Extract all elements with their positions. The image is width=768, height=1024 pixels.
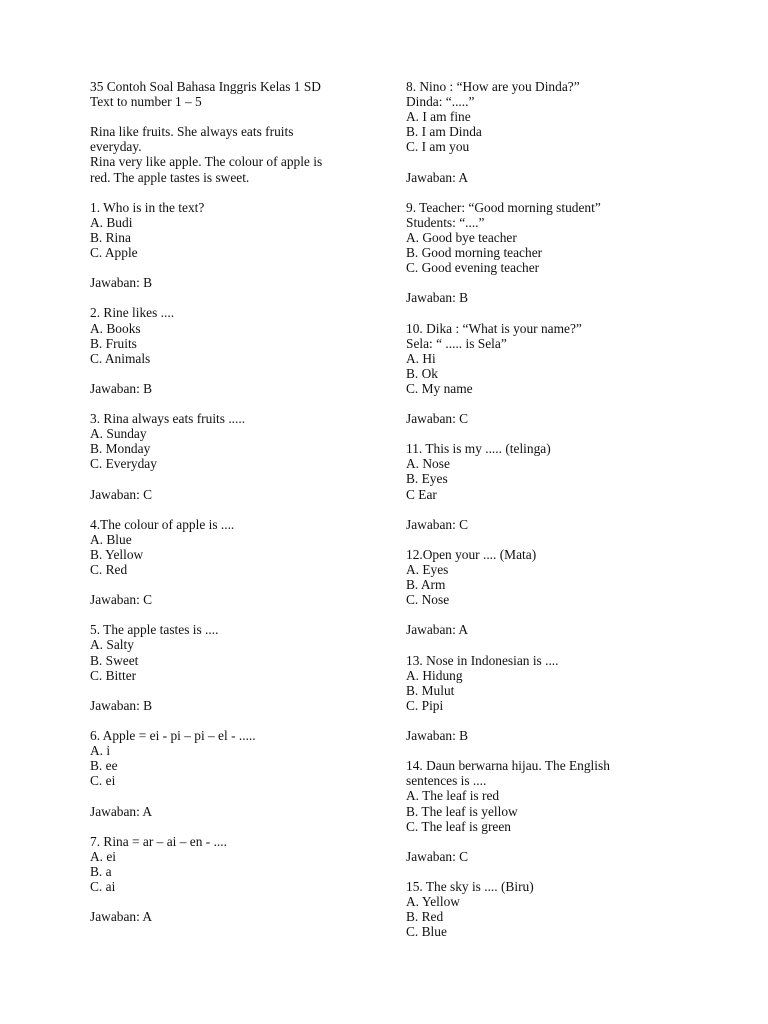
answer-option: C. Animals: [90, 350, 151, 366]
question-stem: 8. Nino : “How are you Dinda?”: [406, 79, 580, 94]
answer-option: C. Pipi: [406, 697, 444, 713]
answer-key: Jawaban: B: [406, 290, 469, 306]
question-stem: 12.Open your .... (Mata): [406, 546, 537, 562]
left-column: [90, 79, 372, 924]
answer-option: A. Hidung: [406, 667, 463, 683]
answer-key: Jawaban: C: [90, 592, 153, 608]
answer-option: B. Sweet: [90, 652, 139, 668]
answer-option: A. Budi: [90, 214, 133, 230]
answer-option: A. Salty: [90, 637, 134, 653]
question-list-left: [90, 200, 372, 925]
question-block: [90, 517, 372, 623]
answer-option: A. Yellow: [406, 894, 460, 910]
answer-key: Jawaban: B: [90, 697, 153, 713]
question-block: [90, 834, 372, 925]
question-stem: 13. Nose in Indonesian is ....: [406, 652, 559, 668]
answer-key: Jawaban: C: [406, 848, 469, 864]
answer-option: C. ai: [90, 878, 116, 894]
answer-option: A. Nose: [406, 456, 450, 472]
answer-option: C. Nose: [406, 592, 450, 608]
question-stem: sentences is ....: [406, 773, 487, 789]
question-block: [90, 305, 372, 411]
answer-option: B. Yellow: [90, 546, 144, 562]
answer-option: C. Blue: [406, 924, 447, 940]
answer-option: A. The leaf is red: [406, 788, 500, 804]
question-block: [406, 758, 654, 879]
question-stem: 15. The sky is .... (Biru): [406, 878, 534, 894]
answer-option: B. Mulut: [406, 682, 455, 698]
answer-key: Jawaban: A: [406, 622, 469, 638]
answer-option: B. Good morning teacher: [406, 245, 543, 261]
question-block: [406, 879, 654, 939]
question-block: [406, 653, 654, 759]
answer-option: B. ee: [90, 758, 118, 774]
answer-option: B. I am Dinda: [406, 124, 482, 140]
answer-option: C. The leaf is green: [406, 818, 511, 834]
question-stem: 4.The colour of apple is ....: [90, 516, 235, 532]
answer-option: C. Red: [90, 562, 128, 577]
question-stem: 14. Daun berwarna hijau. The English: [406, 758, 610, 774]
question-stem: 7. Rina = ar – ai – en - ....: [90, 833, 227, 849]
question-stem: 10. Dika : “What is your name?”: [406, 320, 582, 336]
answer-option: A. i: [90, 743, 111, 759]
reading-text-line: Rina like fruits. She always eats fruits: [90, 124, 294, 140]
question-block: [406, 547, 654, 653]
answer-option: C. Everyday: [90, 456, 157, 472]
answer-option: B. Arm: [406, 577, 446, 593]
answer-option: A. Blue: [90, 531, 132, 547]
answer-key: Jawaban: B: [90, 380, 153, 396]
answer-option: B. Monday: [90, 441, 151, 457]
question-stem: Students: “....”: [406, 214, 485, 230]
question-stem: 1. Who is in the text?: [90, 199, 205, 215]
right-column: [406, 79, 654, 939]
question-block: [90, 200, 372, 306]
answer-key: Jawaban: A: [90, 909, 153, 925]
answer-key: Jawaban: A: [406, 169, 469, 185]
answer-key: Jawaban: A: [90, 803, 153, 819]
answer-option: C Ear: [406, 486, 437, 502]
answer-option: C. Bitter: [90, 667, 137, 683]
question-block: [406, 441, 654, 547]
answer-option: A. Good bye teacher: [406, 229, 517, 245]
document-title: 35 Contoh Soal Bahasa Inggris Kelas 1 SD: [90, 79, 321, 94]
question-stem: Dinda: “.....”: [406, 94, 475, 110]
answer-option: B. The leaf is yellow: [406, 803, 518, 819]
question-stem: 3. Rina always eats fruits .....: [90, 411, 246, 427]
question-block: [90, 411, 372, 517]
answer-option: C. I am you: [406, 139, 470, 155]
answer-option: B. Rina: [90, 229, 131, 245]
question-stem: 5. The apple tastes is ....: [90, 622, 219, 638]
question-list-right: [406, 79, 654, 939]
answer-option: B. Eyes: [406, 471, 448, 487]
answer-option: B. a: [90, 863, 112, 879]
question-stem: 2. Rine likes ....: [90, 305, 175, 321]
reading-text-line: red. The apple tastes is sweet.: [90, 169, 250, 185]
question-stem: 6. Apple = ei - pi – pi – el - .....: [90, 728, 256, 744]
question-block: [406, 79, 654, 200]
answer-option: A. Books: [90, 320, 141, 336]
answer-key: Jawaban: B: [90, 275, 153, 291]
document-subtitle: Text to number 1 – 5: [90, 94, 202, 110]
answer-option: A. Hi: [406, 350, 436, 366]
answer-option: A. ei: [90, 848, 117, 864]
question-block: [90, 622, 372, 728]
answer-option: A. Eyes: [406, 562, 449, 577]
question-block: [90, 728, 372, 834]
answer-option: C. Good evening teacher: [406, 260, 540, 276]
answer-option: C. My name: [406, 380, 473, 396]
answer-key: Jawaban: C: [406, 516, 469, 532]
answer-option: A. Sunday: [90, 426, 147, 442]
reading-text-line: everyday.: [90, 139, 142, 155]
question-stem: 9. Teacher: “Good morning student”: [406, 199, 601, 215]
answer-option: B. Red: [406, 909, 444, 925]
question-block: [406, 200, 654, 321]
question-stem: Sela: “ ..... is Sela”: [406, 335, 507, 351]
answer-option: A. I am fine: [406, 109, 471, 125]
question-stem: 11. This is my ..... (telinga): [406, 441, 551, 457]
question-block: [406, 321, 654, 442]
answer-option: C. Apple: [90, 245, 138, 261]
answer-option: B. Fruits: [90, 335, 137, 351]
answer-option: B. Ok: [406, 365, 438, 381]
answer-option: C. ei: [90, 773, 116, 789]
answer-key: Jawaban: C: [90, 486, 153, 502]
answer-key: Jawaban: B: [406, 728, 469, 744]
reading-text-line: Rina very like apple. The colour of apple is: [90, 154, 323, 170]
answer-key: Jawaban: C: [406, 411, 469, 427]
